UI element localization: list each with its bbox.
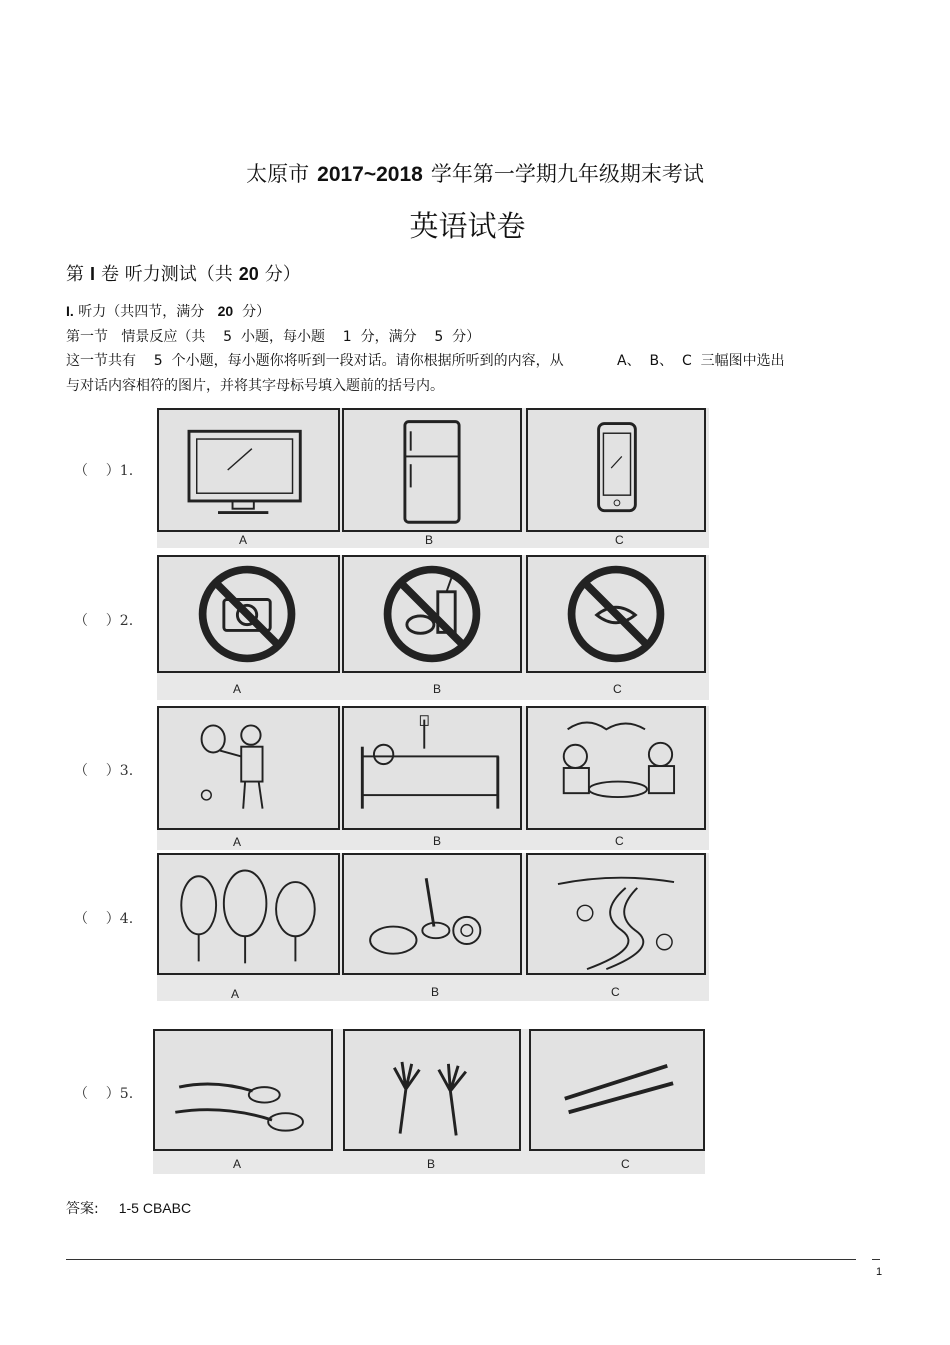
- q3-option-a: A: [233, 835, 242, 849]
- part-prefix: 第: [66, 264, 84, 285]
- answer-line: [66, 1198, 191, 1218]
- section-text: 听力（共四节，满分: [78, 304, 205, 320]
- q1-option-c: C: [615, 533, 624, 547]
- q2-option-a: A: [233, 682, 242, 696]
- sick-in-bed-icon: [342, 706, 522, 830]
- section-roman: I.: [66, 303, 74, 319]
- section-i-heading: [66, 301, 270, 321]
- instruction-line-1: 这一节共有 5 个小题，每小题你将听到一段对话。请你根据所听到的内容，从 A、 B、 C 三幅图中选出: [66, 353, 785, 369]
- tennis-player-icon: [157, 706, 340, 830]
- exam-title: [0, 158, 950, 188]
- footer-rule: [66, 1259, 856, 1260]
- answer-label: 答案:: [66, 1201, 99, 1217]
- no-talking-icon: [526, 555, 706, 673]
- title-year: 2017~2018: [317, 163, 423, 186]
- part-name: 卷 听力测试（共: [101, 264, 233, 285]
- question-4-label: （ ）4.: [74, 911, 134, 927]
- subject-title: 英语试卷: [409, 209, 526, 243]
- question-5-label: （ ）5.: [74, 1086, 134, 1102]
- forest-icon: [157, 853, 340, 975]
- q3-option-c: C: [615, 834, 624, 848]
- title-city: 太原市: [246, 162, 310, 186]
- forks-icon: [343, 1029, 521, 1151]
- question-3-pictures: [157, 706, 709, 850]
- answer-value: 1-5 CBABC: [118, 1200, 192, 1216]
- q1-option-b: B: [425, 533, 434, 547]
- picnic-icon: [526, 706, 706, 830]
- q3-option-b: B: [433, 834, 442, 848]
- part-suffix: 分）: [264, 264, 301, 285]
- q4-option-b: B: [431, 985, 440, 999]
- q1-option-a: A: [239, 533, 248, 547]
- question-5-pictures: [153, 1029, 705, 1174]
- question-1-pictures: [157, 408, 709, 548]
- question-2-pictures: [157, 555, 709, 700]
- part-heading: [66, 260, 301, 286]
- q2-option-b: B: [433, 682, 442, 696]
- q4-option-c: C: [611, 985, 620, 999]
- part-score: 20: [238, 264, 259, 284]
- section-score: 20: [217, 303, 234, 319]
- q5-option-b: B: [427, 1157, 436, 1171]
- tv-icon: [157, 408, 340, 532]
- no-camera-icon: [157, 555, 340, 673]
- zoo-animals-icon: [342, 853, 522, 975]
- q5-option-c: C: [621, 1157, 630, 1171]
- section-suffix: 分）: [242, 304, 271, 320]
- question-2-label: （ ）2.: [74, 613, 134, 629]
- chopsticks-icon: [529, 1029, 705, 1151]
- phone-icon: [526, 408, 706, 532]
- instruction-line-2: 与对话内容相符的图片，并将其字母标号填入题前的括号内。: [66, 378, 444, 394]
- no-food-icon: [342, 555, 522, 673]
- section1-heading: 第一节 情景反应（共 5 小题，每小题 1 分，满分 5 分）: [66, 329, 481, 345]
- q5-option-a: A: [233, 1157, 242, 1171]
- page-number: 1: [876, 1266, 883, 1278]
- q4-option-a: A: [231, 987, 240, 1001]
- q2-option-c: C: [613, 682, 622, 696]
- river-icon: [526, 853, 706, 975]
- spoons-icon: [153, 1029, 333, 1151]
- fridge-icon: [342, 408, 522, 532]
- question-1-label: （ ）1.: [74, 463, 134, 479]
- part-roman: I: [90, 264, 96, 284]
- footer-dash: [872, 1259, 880, 1260]
- title-rest: 学年第一学期九年级期末考试: [430, 162, 704, 186]
- question-3-label: （ ）3.: [74, 763, 134, 779]
- question-4-pictures: [157, 853, 709, 1001]
